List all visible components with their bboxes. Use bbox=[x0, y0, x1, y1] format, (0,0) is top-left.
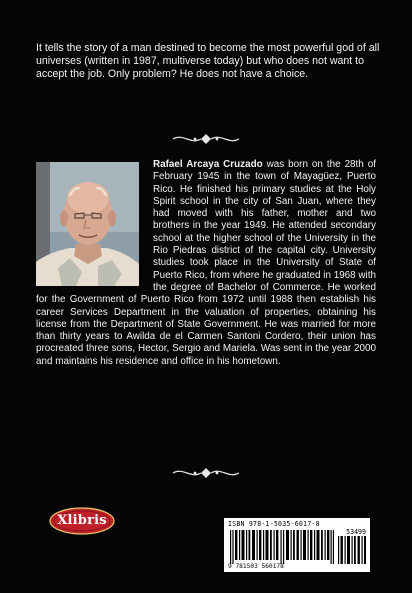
publisher-name: Xlibris bbox=[57, 513, 107, 528]
ornament-divider-bottom bbox=[171, 466, 241, 480]
bio-text: was born on the 28th of February 1945 in the town of Mayagüez, Puerto Rico. He finished his primary studies at the Holy Spirit school in the city of San Juan, where they had moved with his father, mother and two brothers in the year 1949. He attended secondary school at the higher school of the University in the Rio Piedras district of the capital city. University studies took place in the University of State of Puerto Rico, from where he graduated in 1968 with the degree of Bachelor of Commerce. He worked for the Government of Puerto Rico from 1972 until 1988 then establish his career Services Department in the valuation of properties, obtaining his license from the Department of State Government. He was married for more than thirty years to Awilda de el Carmen Santoni Cordero, their union has procreated three sons, Hector, Sergio and Mariela. Was sent in the year 2000 and maintains his residence and office in his hometown. bbox=[36, 159, 376, 367]
blurb-text: It tells the story of a man destined to become the most powerful god of all universes (written in 1987, multiverse today) but who does not want to accept the job. Only problem? He does not have a choice. bbox=[36, 42, 380, 81]
price-code: 53499 bbox=[346, 528, 366, 536]
author-bio bbox=[36, 159, 376, 368]
isbn-barcode bbox=[224, 518, 370, 572]
author-photo bbox=[36, 162, 139, 286]
barcode-digits: 9 781503 560178 bbox=[228, 563, 284, 570]
ornament-divider-top bbox=[171, 132, 241, 146]
isbn-text: ISBN 978-1-5035-6017-8 bbox=[228, 520, 320, 528]
barcode-bars-main bbox=[230, 530, 334, 564]
author-name: Rafael Arcaya Cruzado bbox=[153, 159, 263, 170]
publisher-logo bbox=[49, 507, 115, 535]
barcode-bars-addon bbox=[338, 536, 366, 564]
